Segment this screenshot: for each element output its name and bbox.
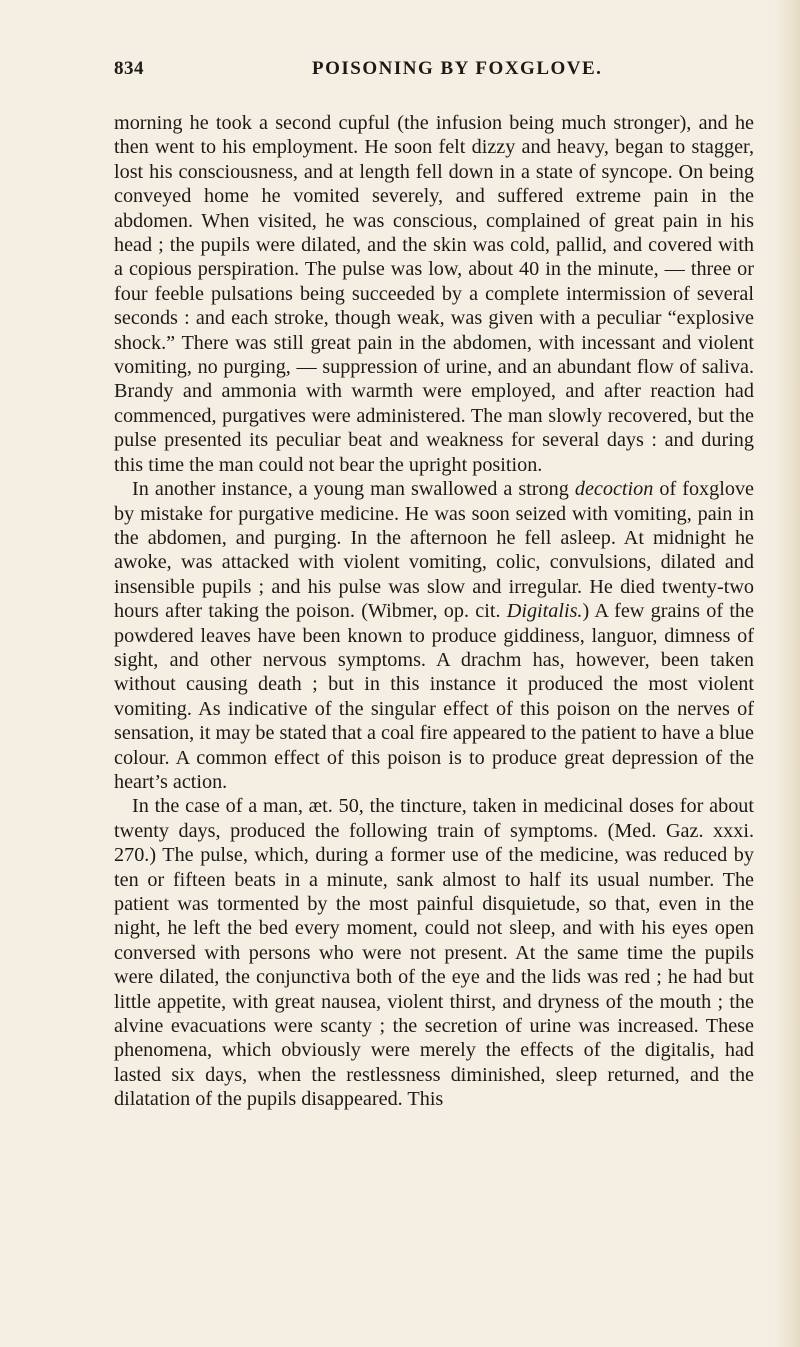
italic-digitalis: Digitalis. — [506, 600, 583, 623]
page-edge-shadow — [774, 0, 800, 1347]
paragraph-3 — [114, 794, 754, 1111]
paragraph-2 — [114, 477, 754, 794]
page-header — [114, 58, 754, 84]
paragraph-3-text: In the case of a man, æt. 50, the tincture, taken in medicinal doses for about twenty days, produced the following train of symptoms. (Med. Gaz. xxxi. 270.) The pulse, which, during a former use of the medicine, was reduced by ten or fifteen beats in a minute, sank almost to half its usual number. The patient was tormented by the most painful disquietude, so that, even in the night, he left the bed every moment, could not sleep, and with his eyes open conversed with persons who were not present. At the same time the pupils were dilated, the conjunctiva both of the eye and the lids was red ; he had but little appetite, with great nausea, violent thirst, and dryness of the mouth ; the alvine evacuations were scanty ; the secretion of urine was increased. These phenomena, which obviously were merely the effects of the digitalis, had lasted six days, when the restlessness diminished, sleep returned, and the dilatation of the pupils disappeared. This — [114, 795, 754, 1111]
body-text — [114, 111, 754, 1112]
paragraph-2-text-b: of foxglove by mistake for purgative medicine. He was soon seized with vomiting, pain in the abdomen, and purging. In the afternoon he fell asleep. At midnight he awoke, was attacked with violent vomiting, colic, convulsions, dilated and insensible pupils ; and his pulse was slow and irregular. He died twenty-two hours after taking the poison. (Wibmer, op. cit. — [114, 478, 754, 623]
paragraph-2-text-c: ) A few grains of the powdered leaves have been known to produce giddiness, languor, dimness of sight, and other nervous symptoms. A drachm has, however, been taken without causing death ; but in this instance it produced the most violent vomiting. As indicative of the singular effect of this poison on the nerves of sensation, it may be stated that a coal fire appeared to the patient to have a blue colour. A common effect of this poison is to produce great depression of the heart’s action. — [114, 600, 754, 793]
italic-decoction: decoction — [574, 478, 654, 501]
paragraph-1 — [114, 111, 754, 477]
page-number: 834 — [114, 58, 144, 79]
paragraph-2-text-a: In another instance, a young man swallowed a strong — [132, 478, 575, 501]
running-title: POISONING BY FOXGLOVE. — [312, 58, 603, 79]
paragraph-1-text: morning he took a second cupful (the infusion being much stronger), and he then went to his employment. He soon felt dizzy and heavy, began to stagger, lost his consciousness, and at length fell down in a state of syncope. On being conveyed home he vomited severely, and suffered extreme pain in the abdomen. When visited, he was conscious, complained of great pain in his head ; the pupils were dilated, and the skin was cold, pallid, and covered with a copious perspiration. The pulse was low, about 40 in the minute, — three or four feeble pulsations being succeeded by a complete intermission of several seconds : and each stroke, though weak, was given with a peculiar “explosive shock.” There was still great pain in the abdomen, with incessant and violent vomiting, no purging, — suppression of urine, and an abundant flow of saliva. Brandy and ammonia with warmth were employed, and after reaction had commenced, purgatives were administered. The man slowly recovered, but the pulse presented its peculiar beat and weakness for several days : and during this time the man could not bear the upright position. — [114, 112, 754, 476]
